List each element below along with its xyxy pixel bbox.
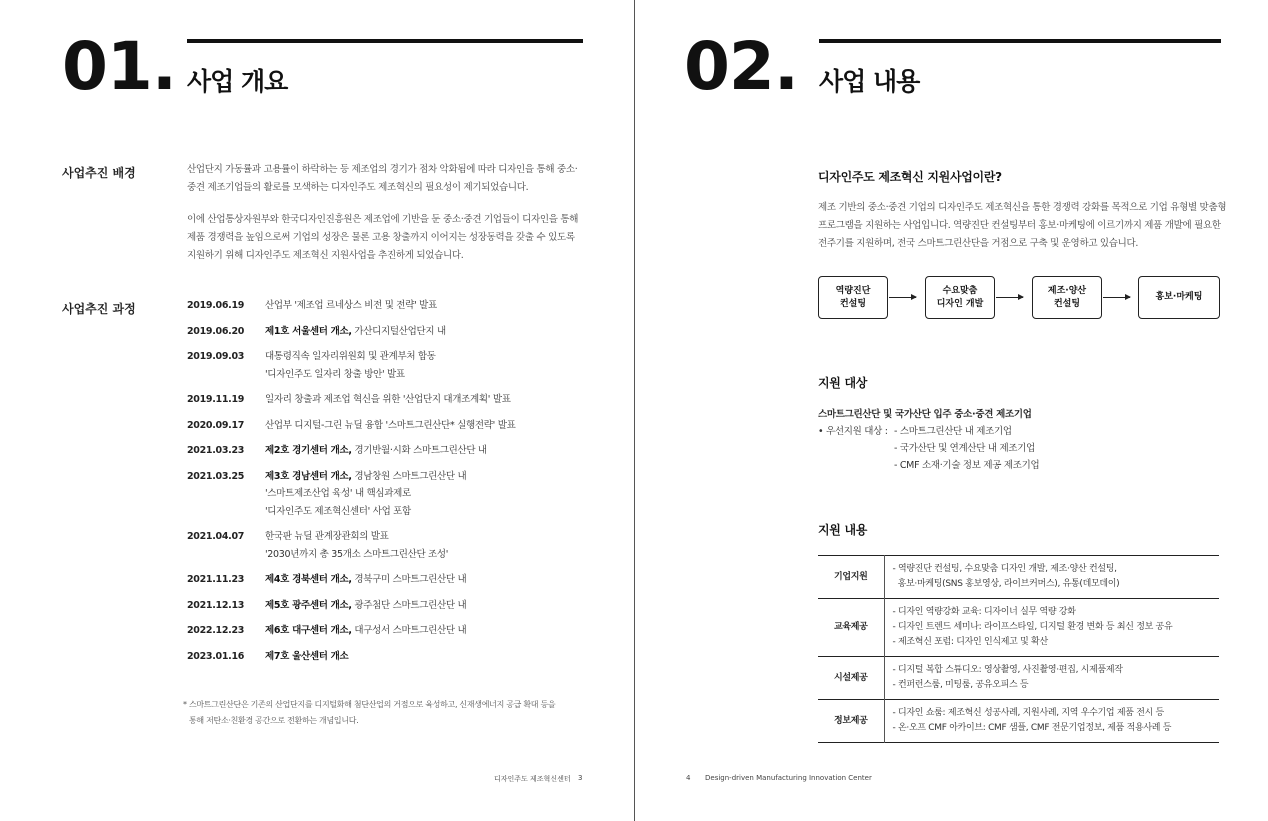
timeline-row <box>187 442 597 460</box>
section-number: 01. <box>62 28 176 105</box>
timeline-highlight: 제1호 서울센터 개소, <box>265 325 352 337</box>
timeline-text: 제3호 경남센터 개소, 경남창원 스마트그린산단 내 '스마트제조산업 육성' 내 핵심과제로 '디자인주도 제조혁신센터' 사업 포함 <box>265 470 467 517</box>
timeline-highlight: 제5호 광주센터 개소, <box>265 599 352 611</box>
support-heading: 지원 내용 <box>818 523 868 537</box>
support-description: - 디지털 복합 스튜디오: 영상촬영, 사진촬영·편집, 시제품제작 - 컨퍼런스룸, 미팅룸, 공유오피스 등 <box>892 665 1123 690</box>
timeline-date: 2019.06.20 <box>187 325 245 337</box>
timeline-text: 산업부 디지털-그린 뉴딜 융합 '스마트그린산단* 실행전략' 발표 <box>265 419 516 431</box>
timeline-text: 산업부 '제조업 르네상스 비전 및 전략' 발표 <box>265 300 437 311</box>
timeline-text: 제1호 서울센터 개소, 가산디지털산업단지 내 <box>265 325 446 337</box>
flow-step-design: 수요맞춤 디자인 개발 <box>925 276 995 319</box>
timeline-date: 2022.12.23 <box>187 625 245 636</box>
target-heading: 지원 대상 <box>818 376 868 390</box>
support-row <box>818 657 1219 700</box>
timeline-row <box>187 622 597 640</box>
timeline-text: 일자리 창출과 제조업 혁신을 위한 '산업단지 대개조계획' 발표 <box>265 394 511 405</box>
priority-list: - 스마트그린산단 내 제조기업 - 국가산단 및 연계산단 내 제조기업 - CMF 소재·기술 정보 제공 제조기업 <box>894 426 1040 471</box>
support-table <box>818 555 1219 743</box>
support-category: 시설제공 <box>818 657 884 700</box>
support-category: 정보제공 <box>818 700 884 743</box>
timeline-highlight: 제2호 경기센터 개소, <box>265 445 352 456</box>
section-title: 사업 내용 <box>819 67 920 96</box>
timeline-row <box>187 323 597 341</box>
timeline-text: 제2호 경기센터 개소, 경기반월·시화 스마트그린산단 내 <box>265 445 487 456</box>
timeline-date: 2021.03.25 <box>187 470 245 482</box>
timeline-text: 한국판 뉴딜 관계장관회의 발표 '2030년까지 총 35개소 스마트그린산단 조성' <box>265 531 449 560</box>
timeline-row <box>187 297 597 315</box>
support-category: 교육제공 <box>818 599 884 657</box>
support-description: - 디자인 역량강화 교육: 디자이너 실무 역량 강화 - 디자인 트렌드 세미나: 라이프스타일, 디지털 환경 변화 등 최신 정보 공유 - 제조혁신 포럼: 디자인 인식제고 및 확산 <box>892 607 1173 647</box>
timeline-row <box>187 597 597 615</box>
timeline-highlight: 제4호 경북센터 개소, <box>265 574 352 585</box>
flow-arrow <box>1103 297 1130 298</box>
timeline-date: 2021.04.07 <box>187 531 245 542</box>
timeline-date: 2019.11.19 <box>187 394 245 405</box>
timeline-highlight: 제7호 울산센터 개소 <box>265 650 349 662</box>
timeline-text: 대통령직속 일자리위원회 및 관계부처 합동 '디자인주도 일자리 창출 방안' 발표 <box>265 351 436 380</box>
section-title: 사업 개요 <box>187 67 288 96</box>
page-number: 3 <box>578 774 583 782</box>
timeline-date: 2021.11.23 <box>187 574 245 585</box>
timeline-date: 2019.09.03 <box>187 351 245 362</box>
background-paragraph-1: 산업단지 가동률과 고용률이 하락하는 등 제조업의 경기가 점차 악화됨에 따라 디자인을 통해 중소· 중견 제조기업들의 활로를 모색하는 디자인주도 제조혁신의 필요성이 제기되었습니다. <box>187 164 578 193</box>
timeline-date: 2021.12.13 <box>187 599 245 611</box>
footer-text: Design-driven Manufacturing Innovation Center <box>705 774 872 782</box>
section-number: 02. <box>684 28 798 105</box>
title-rule <box>187 39 583 43</box>
process-label: 사업추진 과정 <box>62 302 136 316</box>
timeline-date: 2019.06.19 <box>187 300 245 311</box>
timeline-highlight: 제6호 대구센터 개소, <box>265 625 352 636</box>
timeline-row <box>187 571 597 589</box>
timeline-row <box>187 348 597 383</box>
support-description: - 디자인 쇼룸: 제조혁신 성공사례, 지원사례, 지역 우수기업 제품 전시 등 - 온·오프 CMF 아카이브: CMF 샘플, CMF 전문기업정보, 제품 적용사례 등 <box>892 708 1172 733</box>
title-rule <box>819 39 1221 43</box>
flow-step-marketing: 홍보·마케팅 <box>1138 276 1220 319</box>
flow-step-production: 제조·양산 컨설팅 <box>1032 276 1102 319</box>
support-description: - 역량진단 컨설팅, 수요맞춤 디자인 개발, 제조·양산 컨설팅, 홍보·마케팅(SNS 홍보영상, 라이브커머스), 유통(데모데이) <box>892 564 1120 589</box>
timeline-row <box>187 468 597 521</box>
page-number: 4 <box>686 774 691 782</box>
timeline-date: 2020.09.17 <box>187 419 245 431</box>
timeline-text: 제4호 경북센터 개소, 경북구미 스마트그린산단 내 <box>265 574 467 585</box>
timeline-date: 2021.03.23 <box>187 445 245 456</box>
background-paragraph-2: 이에 산업통상자원부와 한국디자인진흥원은 제조업에 기반을 둔 중소·중견 기업들이 디자인을 통해 제품 경쟁력을 높임으로써 기업의 성장은 물론 고용 창출까지 이어지는 성장동력을 갖출 수 있도록 지원하기 위해 디자인주도 제조혁신 지원사업을 추진하게 되었습니다. <box>187 214 579 261</box>
footer-text: 디자인주도 제조혁신센터 <box>494 775 571 783</box>
support-row <box>818 599 1219 657</box>
support-category: 기업지원 <box>818 556 884 599</box>
flow-arrow <box>889 297 916 298</box>
intro-heading: 디자인주도 제조혁신 지원사업이란? <box>818 170 1002 184</box>
timeline-row <box>187 391 597 409</box>
background-label: 사업추진 배경 <box>62 166 136 180</box>
timeline-row <box>187 648 597 666</box>
timeline-row <box>187 417 597 435</box>
timeline-row <box>187 528 597 563</box>
timeline-text <box>265 648 597 666</box>
flow-arrow <box>996 297 1023 298</box>
flow-step-diagnosis: 역량진단 컨설팅 <box>818 276 888 319</box>
process-flow-diagram <box>818 276 1220 319</box>
timeline-text: 제5호 광주센터 개소, 광주첨단 스마트그린산단 내 <box>265 599 467 611</box>
timeline-text: 제6호 대구센터 개소, 대구성서 스마트그린산단 내 <box>265 625 467 636</box>
intro-paragraph: 제조 기반의 중소·중견 기업의 디자인주도 제조혁신을 통한 경쟁력 강화를 목적으로 기업 유형별 맞춤형 프로그램을 지원하는 사업입니다. 역량진단 컨설팅부터 홍보·마케팅에 이르기까지 제품 개발에 필요한 전주기를 지원하며, 전국 스마트그린산단을 거점으로 구축 및 운영하고 있습니다. <box>818 202 1227 249</box>
process-timeline <box>187 297 597 673</box>
support-row <box>818 556 1219 599</box>
timeline-highlight: 제3호 경남센터 개소, <box>265 470 352 482</box>
footnote: * 스마트그린산단은 기존의 산업단지를 디지털화해 첨단산업의 거점으로 육성하고, 신재생에너지 공급 확대 등을 통해 저탄소·친환경 공간으로 전환하는 개념입니다. <box>183 700 556 725</box>
priority-label: • 우선지원 대상 : <box>818 426 888 437</box>
target-subheading: 스마트그린산단 및 국가산단 입주 중소·중견 제조기업 <box>818 409 1032 420</box>
support-row <box>818 700 1219 743</box>
timeline-date: 2023.01.16 <box>187 650 245 662</box>
